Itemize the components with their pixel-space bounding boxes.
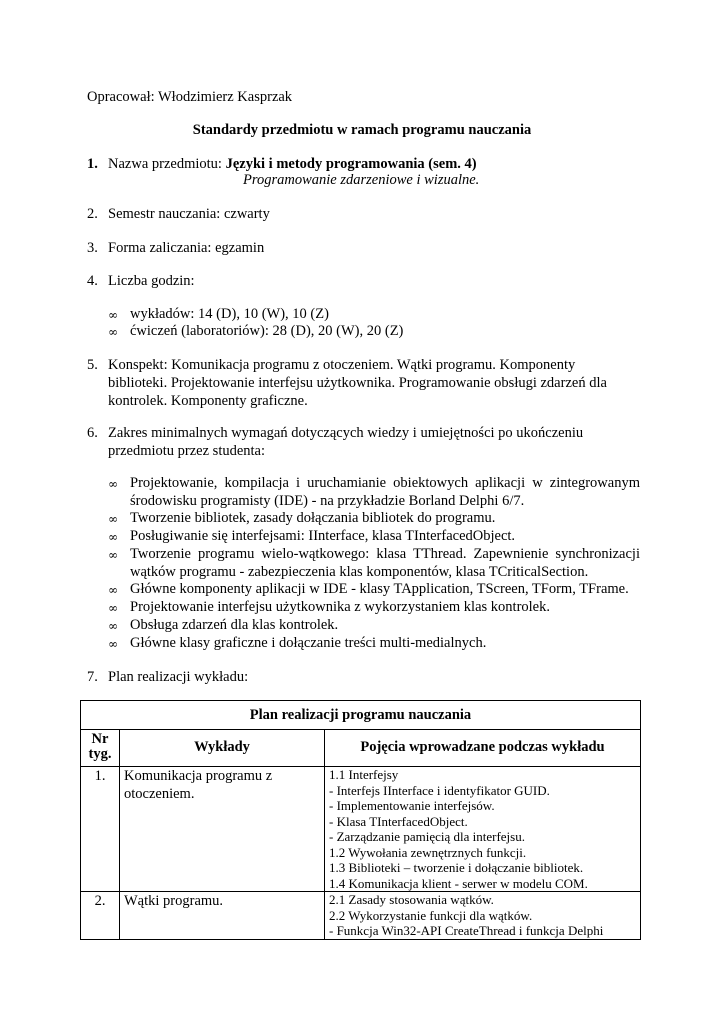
row-week-number: 2. — [81, 892, 120, 940]
requirement-item: Projektowanie, kompilacja i uruchamianie obiektowych aplikacji w zintegrowanym środowisku programisty (IDE) - na przykładzie Borland Delphi 6/7. — [130, 475, 640, 509]
bullet-icon: ∞ — [108, 325, 118, 339]
section-1-subtitle: Programowanie zdarzeniowe i wizualne. — [243, 172, 480, 188]
bullet-icon: ∞ — [108, 308, 118, 322]
table-row — [81, 892, 641, 940]
author-line: Opracował: Włodzimierz Kasprzak — [87, 89, 293, 105]
section-7-number: 7. — [87, 669, 98, 685]
section-6-text: Zakres minimalnych wymagań dotyczących wiedzy i umiejętności po ukończeniu przedmiotu przez studenta: — [108, 425, 584, 459]
document-title: Standardy przedmiotu w ramach programu nauczania — [192, 122, 532, 138]
table-row — [81, 767, 641, 892]
plan-table — [80, 700, 641, 940]
section-4-number: 4. — [87, 273, 98, 289]
section-1-number: 1. — [87, 156, 98, 172]
bullet-icon: ∞ — [108, 512, 118, 526]
header-lectures: Wykłady — [120, 730, 325, 767]
table-header-row — [81, 730, 641, 767]
requirement-item: Projektowanie interfejsu użytkownika z wykorzystaniem klas kontrolek. — [130, 599, 550, 615]
section-3-text: Forma zaliczania: egzamin — [108, 240, 265, 256]
header-week-number: Nr tyg. — [81, 730, 120, 767]
hours-labs: ćwiczeń (laboratoriów): 28 (D), 20 (W), 20 (Z) — [130, 323, 404, 339]
section-3-number: 3. — [87, 240, 98, 256]
section-7-text: Plan realizacji wykładu: — [108, 669, 249, 685]
bullet-icon: ∞ — [108, 548, 118, 562]
requirement-item: Główne komponenty aplikacji w IDE - klasy TApplication, TScreen, TForm, TFrame. — [130, 581, 629, 597]
table-title-row — [81, 701, 641, 730]
row-lecture: Komunikacja programu z otoczeniem. — [120, 767, 325, 892]
section-5-number: 5. — [87, 357, 98, 373]
row-concepts: 1.1 Interfejsy - Interfejs IInterface i identyfikator GUID. - Implementowanie interfejsów. - Klasa TInterfacedObject. - Zarządzanie pamięcią dla interfejsu. 1.2 Wywołania zewnętrznych funkcji. 1.3 Biblioteki – tworzenie i dołączanie bibliotek. 1.4 Komunikacja klient - serwer w modelu COM. — [325, 767, 641, 892]
bullet-icon: ∞ — [108, 477, 118, 491]
section-1-text: Nazwa przedmiotu: Języki i metody programowania (sem. 4) — [108, 156, 477, 172]
bullet-icon: ∞ — [108, 619, 118, 633]
row-lecture: Wątki programu. — [120, 892, 325, 940]
requirement-item: Posługiwanie się interfejsami: IInterface, klasa TInterfacedObject. — [130, 528, 516, 544]
section-6-number: 6. — [87, 425, 98, 441]
requirement-item: Tworzenie programu wielo-wątkowego: klasa TThread. Zapewnienie synchronizacji wątków programu - zabezpieczenia klas komponentów, klasa TCriticalSection. — [130, 546, 640, 580]
section-4-text: Liczba godzin: — [108, 273, 195, 289]
table-title: Plan realizacji programu nauczania — [81, 701, 641, 730]
row-concepts: 2.1 Zasady stosowania wątków. 2.2 Wykorzystanie funkcji dla wątków. - Funkcja Win32-API CreateThread i funkcja Delphi — [325, 892, 641, 940]
bullet-icon: ∞ — [108, 601, 118, 615]
header-concepts: Pojęcia wprowadzane podczas wykładu — [325, 730, 641, 767]
bullet-icon: ∞ — [108, 637, 118, 651]
section-5-text: Konspekt: Komunikacja programu z otoczeniem. Wątki programu. Komponenty biblioteki. Projektowanie interfejsu użytkownika. Programowanie obsługi zdarzeń dla kontrolek. Komponenty graficzne. — [108, 357, 607, 409]
requirement-item: Obsługa zdarzeń dla klas kontrolek. — [130, 617, 339, 633]
row-week-number: 1. — [81, 767, 120, 892]
section-2-text: Semestr nauczania: czwarty — [108, 206, 270, 222]
section-2-number: 2. — [87, 206, 98, 222]
requirement-item: Tworzenie bibliotek, zasady dołączania bibliotek do programu. — [130, 510, 496, 526]
hours-lectures: wykładów: 14 (D), 10 (W), 10 (Z) — [130, 306, 329, 322]
requirement-item: Główne klasy graficzne i dołączanie treści multi-medialnych. — [130, 635, 487, 651]
bullet-icon: ∞ — [108, 583, 118, 597]
bullet-icon: ∞ — [108, 530, 118, 544]
